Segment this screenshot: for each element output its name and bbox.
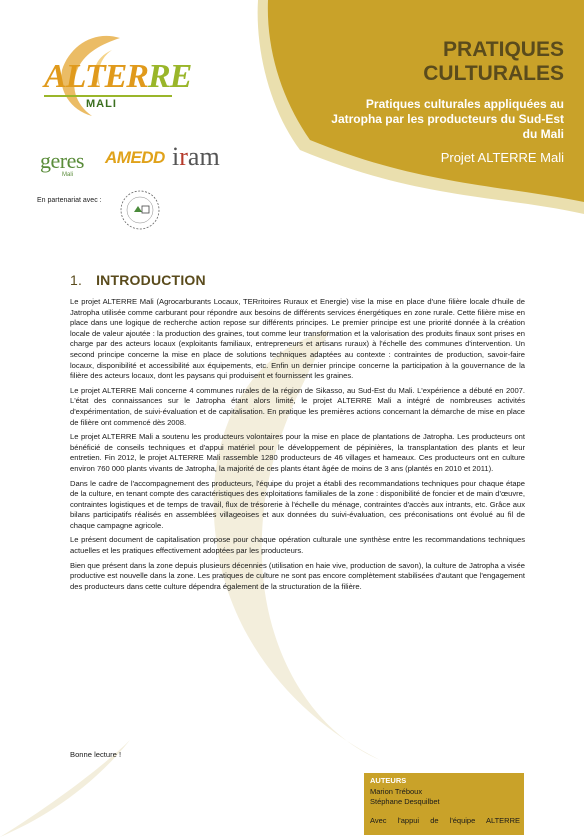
- section-heading: 1. INTRODUCTION: [70, 272, 206, 288]
- alterre-logo-subtitle: MALI: [86, 98, 117, 110]
- introduction-body: [70, 297, 525, 596]
- paragraph: Le projet ALTERRE Mali (Agrocarburants Locaux, TERritoires Ruraux et Energie) vise la mise en place d'une filière locale d'huile de Jatropha utilisée comme carburant pour répondre aux besoins de différents services énergétiques en zone rurale. Cette filière mise en place dans une logique de recherche action repose sur différents principes. Le premier principe est une priorité donnée à la création locale de valeur ajoutée : la production des graines, tout comme leur transformation et la valorisation des produits finaux sont prises en charge par des acteurs locaux (exploitants familiaux, entrepreneurs et artisans ruraux) à l'échelle des communes d'intervention. Un second principe concerne la mise en place de solutions techniques adaptées au contexte : contraintes de production, savoir-faire locaux, disponibilité et accessibilité aux équipements, etc. Enfin un dernier principe concerne la participation à la gouvernance de la filière des acteurs locaux, dont les paysans qui produisent et fournissent les graines.: [70, 297, 525, 381]
- closing-line: Bonne lecture !: [70, 750, 122, 759]
- authors-heading: AUTEURS: [370, 776, 407, 785]
- authors-support: Avec l'appui de l'équipe ALTERRE: [370, 816, 520, 825]
- paragraph: Le présent document de capitalisation propose pour chaque opération culturale une synthèse entre les recommandations techniques actuelles et les pratiques effectivement adoptées par les producteurs.: [70, 535, 525, 556]
- paragraph: Le projet ALTERRE Mali a soutenu les producteurs volontaires pour la mise en place de plantations de Jatropha. Les producteurs ont bénéficié de conseils techniques et d'appui matériel pour le développement de pépinières, la transplantation des plants et leur entretien. Fin 2012, le projet ALTERRE Mali rassemble 1280 producteurs de 46 villages et hameaux. Ces producteurs ont en culture environ 760 000 plants vivants de Jatropha, la majorité de ces plants étant âgée de moins de 3 ans (plantés en 2010 et 2011).: [70, 432, 525, 473]
- iram-logo: iram: [172, 142, 220, 171]
- author-name: Marion Tréboux: [370, 787, 423, 796]
- document-subtitle: Pratiques culturales appliquées au Jatropha par les producteurs du Sud-Est du Mali: [331, 97, 564, 141]
- paragraph: Dans le cadre de l'accompagnement des producteurs, l'équipe du projet a établi des recommandations techniques pour chaque étape de la culture, en tenant compte des caractéristiques des exploitations familiales de la zone : disponibilité de foncier et de main d'œuvre, contraintes logistiques et de temps de travail, flux de trésorerie à l'échelle du ménage, contraintes d'accès aux intrants, etc. Grâce aux bilans participatifs réalisés en assemblées villageoises et aux données du suivi-évaluation, ces préconisations ont évolué au fil de chaque campagne agricole.: [70, 478, 525, 530]
- geres-logo-subtitle: Mali: [62, 172, 74, 178]
- paragraph: Bien que présent dans la zone depuis plusieurs décennies (utilisation en haie vive, production de savon), la culture de Jatropha a visée productive est nouvelle dans la zone. Les pratiques de culture ne sont pas encore complètement stabilisées d'autant que l'engagement des producteurs dans cette culture dépendra également de la structuration de la filière.: [70, 560, 525, 591]
- alterre-logo: ALTERRE: [44, 58, 192, 95]
- project-name: Projet ALTERRE Mali: [440, 150, 564, 165]
- geres-logo: geres: [40, 148, 84, 173]
- author-name: Stéphane Desquilbet: [370, 797, 440, 806]
- document-title: PRATIQUES CULTURALES: [423, 38, 564, 85]
- partner-seal-icon: [118, 188, 162, 232]
- partnership-label: En partenariat avec :: [37, 197, 102, 204]
- amedd-logo: AMEDD: [105, 148, 165, 167]
- paragraph: Le projet ALTERRE Mali concerne 4 communes rurales de la région de Sikasso, au Sud-Est du Mali. L'expérience a débuté en 2007. L'état des connaissances sur le Jatropha étant alors limité, le projet ALTERRE Mali a intégré de nombreuses activités d'expérimentation, de suivi-évaluation et de capitalisation. En pratique les premières actions concernant la démarche de mise en place de filière ont commencé dès 2008.: [70, 385, 525, 427]
